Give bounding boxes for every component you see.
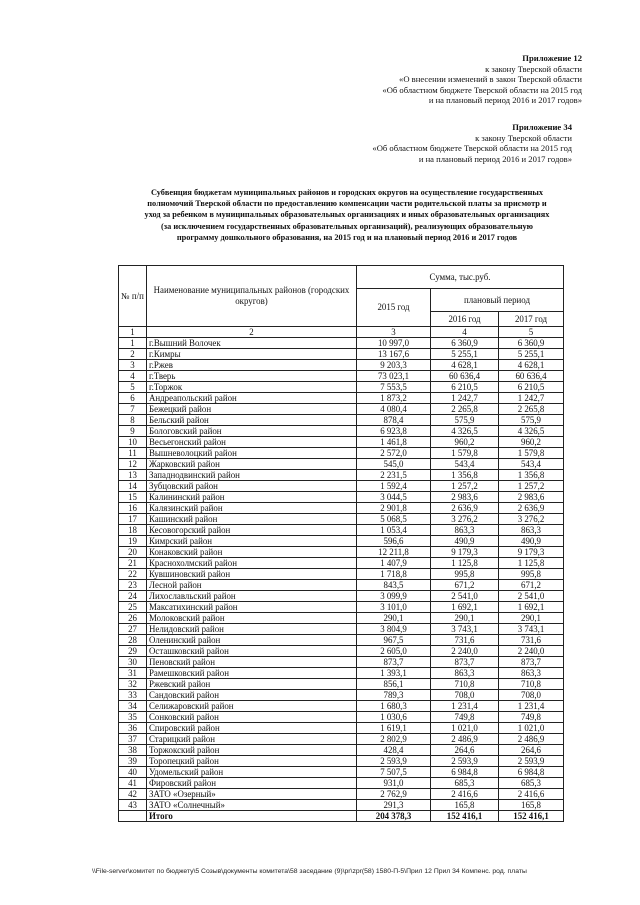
row-2016: 6 360,9 (431, 338, 499, 349)
row-2016: 863,3 (431, 668, 499, 679)
row-num: 15 (119, 492, 147, 503)
row-district: Зубцовский район (147, 481, 357, 492)
row-district: Кесовогорский район (147, 525, 357, 536)
row-2016: 1 356,8 (431, 470, 499, 481)
row-2017: 290,1 (499, 613, 564, 624)
row-2015: 10 997,0 (357, 338, 431, 349)
row-2017: 1 692,1 (499, 602, 564, 613)
row-district: Бельский район (147, 415, 357, 426)
row-2017: 685,3 (499, 778, 564, 789)
row-2017: 9 179,3 (499, 547, 564, 558)
header-num: № п/п (119, 266, 147, 327)
row-2016: 749,8 (431, 712, 499, 723)
row-2017: 2 983,6 (499, 492, 564, 503)
row-2015: 12 211,8 (357, 547, 431, 558)
row-2015: 856,1 (357, 679, 431, 690)
row-2015: 1 619,1 (357, 723, 431, 734)
row-2015: 1 718,8 (357, 569, 431, 580)
row-2015: 1 592,4 (357, 481, 431, 492)
row-num: 24 (119, 591, 147, 602)
row-2015: 2 802,9 (357, 734, 431, 745)
row-2016: 1 242,7 (431, 393, 499, 404)
row-2017: 2 265,8 (499, 404, 564, 415)
row-2017: 60 636,4 (499, 371, 564, 382)
row-district: Торжокский район (147, 745, 357, 756)
row-2017: 863,3 (499, 668, 564, 679)
row-2017: 708,0 (499, 690, 564, 701)
row-district: Торопецкий район (147, 756, 357, 767)
row-district: Сонковский район (147, 712, 357, 723)
table-row (119, 448, 564, 459)
document-title (112, 187, 582, 243)
row-2017: 671,2 (499, 580, 564, 591)
row-2016: 60 636,4 (431, 371, 499, 382)
row-2016: 3 743,1 (431, 624, 499, 635)
table-row (119, 338, 564, 349)
colnum: 3 (357, 327, 431, 338)
row-2016: 708,0 (431, 690, 499, 701)
row-2017: 2 416,6 (499, 789, 564, 800)
row-num: 32 (119, 679, 147, 690)
row-district: Краснохолмский район (147, 558, 357, 569)
row-district: Удомельский район (147, 767, 357, 778)
row-2017: 4 628,1 (499, 360, 564, 371)
table-row (119, 591, 564, 602)
row-2016: 165,8 (431, 800, 499, 811)
row-2017: 6 360,9 (499, 338, 564, 349)
row-2017: 2 636,9 (499, 503, 564, 514)
table-row (119, 437, 564, 448)
row-num: 42 (119, 789, 147, 800)
row-2017: 2 486,9 (499, 734, 564, 745)
row-district: Ржевский район (147, 679, 357, 690)
row-2015: 3 099,9 (357, 591, 431, 602)
row-2017: 1 242,7 (499, 393, 564, 404)
row-num: 21 (119, 558, 147, 569)
row-2015: 13 167,6 (357, 349, 431, 360)
row-2016: 9 179,3 (431, 547, 499, 558)
row-2017: 5 255,1 (499, 349, 564, 360)
row-num: 9 (119, 426, 147, 437)
row-district: Сандовский район (147, 690, 357, 701)
row-district: г.Кимры (147, 349, 357, 360)
title-line: программу дошкольного образования, на 2015 год и на плановый период 2016 и 2017 годов (176, 232, 518, 242)
row-2016: 731,6 (431, 635, 499, 646)
table-row (119, 470, 564, 481)
subvention-table (118, 265, 564, 822)
row-2016: 873,7 (431, 657, 499, 668)
row-num: 38 (119, 745, 147, 756)
header-sum: Сумма, тыс.руб. (357, 266, 564, 289)
row-district: ЗАТО «Солнечный» (147, 800, 357, 811)
row-num: 33 (119, 690, 147, 701)
header-2017: 2017 год (499, 312, 564, 327)
table-row (119, 767, 564, 778)
row-district: Калязинский район (147, 503, 357, 514)
row-num: 25 (119, 602, 147, 613)
table-row (119, 349, 564, 360)
row-2015: 3 804,9 (357, 624, 431, 635)
table-row (119, 800, 564, 811)
row-num: 28 (119, 635, 147, 646)
row-num: 31 (119, 668, 147, 679)
row-num: 43 (119, 800, 147, 811)
row-2015: 2 762,9 (357, 789, 431, 800)
row-num: 30 (119, 657, 147, 668)
row-2017: 863,3 (499, 525, 564, 536)
header-2015: 2015 год (357, 289, 431, 327)
row-2015: 291,3 (357, 800, 431, 811)
row-district: Пеновский район (147, 657, 357, 668)
row-2016: 960,2 (431, 437, 499, 448)
row-2017: 2 593,9 (499, 756, 564, 767)
row-num: 6 (119, 393, 147, 404)
table-row (119, 503, 564, 514)
colnum: 5 (499, 327, 564, 338)
row-2016: 863,3 (431, 525, 499, 536)
row-2016: 4 628,1 (431, 360, 499, 371)
row-2016: 2 486,9 (431, 734, 499, 745)
row-2016: 685,3 (431, 778, 499, 789)
row-2016: 1 579,8 (431, 448, 499, 459)
row-2015: 6 923,8 (357, 426, 431, 437)
table-row (119, 382, 564, 393)
row-2016: 575,9 (431, 415, 499, 426)
row-2015: 878,4 (357, 415, 431, 426)
row-2015: 1 030,6 (357, 712, 431, 723)
row-2015: 789,3 (357, 690, 431, 701)
table-row (119, 426, 564, 437)
table-row (119, 525, 564, 536)
row-2017: 490,9 (499, 536, 564, 547)
row-2016: 2 636,9 (431, 503, 499, 514)
row-2015: 3 101,0 (357, 602, 431, 613)
row-2016: 1 692,1 (431, 602, 499, 613)
row-2015: 1 407,9 (357, 558, 431, 569)
table-row (119, 624, 564, 635)
row-2016: 543,4 (431, 459, 499, 470)
appendix-34-header (372, 122, 572, 164)
row-2016: 710,8 (431, 679, 499, 690)
row-2015: 2 901,8 (357, 503, 431, 514)
row-num: 36 (119, 723, 147, 734)
row-2016: 1 021,0 (431, 723, 499, 734)
row-num: 22 (119, 569, 147, 580)
row-2017: 3 276,2 (499, 514, 564, 525)
row-district: г.Вышний Волочек (147, 338, 357, 349)
row-num: 3 (119, 360, 147, 371)
row-2017: 264,6 (499, 745, 564, 756)
row-num: 7 (119, 404, 147, 415)
row-2016: 2 541,0 (431, 591, 499, 602)
appendix-12-line: «Об областном бюджете Тверской области на 2015 год (382, 84, 582, 95)
appendix-34-line: к закону Тверской области (475, 132, 572, 143)
row-2017: 6 984,8 (499, 767, 564, 778)
table-row (119, 536, 564, 547)
row-num: 1 (119, 338, 147, 349)
table-row (119, 602, 564, 613)
header-2016: 2016 год (431, 312, 499, 327)
row-district: Лесной район (147, 580, 357, 591)
row-2016: 2 265,8 (431, 404, 499, 415)
table-row (119, 613, 564, 624)
row-2016: 995,8 (431, 569, 499, 580)
row-2015: 2 572,0 (357, 448, 431, 459)
row-district: Нелидовский район (147, 624, 357, 635)
table-row (119, 404, 564, 415)
table-row (119, 745, 564, 756)
colnum: 4 (431, 327, 499, 338)
row-district: Западнодвинский район (147, 470, 357, 481)
table-row (119, 635, 564, 646)
row-2015: 4 080,4 (357, 404, 431, 415)
row-2017: 3 743,1 (499, 624, 564, 635)
row-num: 40 (119, 767, 147, 778)
row-2015: 2 593,9 (357, 756, 431, 767)
row-2017: 995,8 (499, 569, 564, 580)
colnum: 2 (147, 327, 357, 338)
table-row (119, 569, 564, 580)
table-row (119, 492, 564, 503)
row-district: Фировский район (147, 778, 357, 789)
row-2015: 7 553,5 (357, 382, 431, 393)
row-num: 35 (119, 712, 147, 723)
table-row (119, 459, 564, 470)
colnum: 1 (119, 327, 147, 338)
total-empty (119, 811, 147, 822)
row-num: 12 (119, 459, 147, 470)
row-district: Лихославльский район (147, 591, 357, 602)
row-2016: 3 276,2 (431, 514, 499, 525)
total-2015: 204 378,3 (357, 811, 431, 822)
title-line: (за исключением государственных образовательных организаций), реализующих образовательную (161, 221, 533, 231)
appendix-34-title: Приложение 34 (512, 122, 572, 132)
row-district: Селижаровский район (147, 701, 357, 712)
file-path-footer: \\File-server\комитет по бюджету\5 Созыв\документы комитета\58 заседание (9)\pr\zpr(58) 1580-П-5\Прил 12 Прил 34 Компенс. род. платы (92, 868, 527, 875)
appendix-12-header (382, 53, 582, 106)
row-2015: 2 605,0 (357, 646, 431, 657)
row-2017: 2 541,0 (499, 591, 564, 602)
row-2016: 2 416,6 (431, 789, 499, 800)
row-2017: 1 356,8 (499, 470, 564, 481)
row-2015: 1 461,8 (357, 437, 431, 448)
row-2015: 290,1 (357, 613, 431, 624)
row-2016: 6 210,5 (431, 382, 499, 393)
row-2017: 710,8 (499, 679, 564, 690)
row-district: Оленинский район (147, 635, 357, 646)
row-2015: 7 507,5 (357, 767, 431, 778)
table-row (119, 679, 564, 690)
total-2017: 152 416,1 (499, 811, 564, 822)
row-2016: 6 984,8 (431, 767, 499, 778)
table-row (119, 778, 564, 789)
table-row (119, 558, 564, 569)
row-2017: 575,9 (499, 415, 564, 426)
row-district: Рамешковский район (147, 668, 357, 679)
row-district: г.Ржев (147, 360, 357, 371)
row-district: Жарковский район (147, 459, 357, 470)
row-2017: 165,8 (499, 800, 564, 811)
table-row (119, 415, 564, 426)
total-2016: 152 416,1 (431, 811, 499, 822)
row-district: Кимрский район (147, 536, 357, 547)
row-district: Калининский район (147, 492, 357, 503)
table-row (119, 668, 564, 679)
row-num: 17 (119, 514, 147, 525)
row-2017: 543,4 (499, 459, 564, 470)
row-district: Конаковский район (147, 547, 357, 558)
table-row (119, 580, 564, 591)
table-row (119, 657, 564, 668)
row-num: 20 (119, 547, 147, 558)
appendix-12-line: и на плановый период 2016 и 2017 годов» (428, 95, 582, 106)
row-district: Максатихинский район (147, 602, 357, 613)
total-label: Итого (147, 811, 357, 822)
row-2017: 2 240,0 (499, 646, 564, 657)
row-district: Кувшиновский район (147, 569, 357, 580)
row-2016: 490,9 (431, 536, 499, 547)
row-2017: 4 326,5 (499, 426, 564, 437)
row-num: 23 (119, 580, 147, 591)
row-2016: 4 326,5 (431, 426, 499, 437)
row-2016: 1 125,8 (431, 558, 499, 569)
row-num: 29 (119, 646, 147, 657)
row-2015: 931,0 (357, 778, 431, 789)
row-2015: 596,6 (357, 536, 431, 547)
row-2016: 1 257,2 (431, 481, 499, 492)
table-row (119, 646, 564, 657)
row-2017: 731,6 (499, 635, 564, 646)
row-2016: 1 231,4 (431, 701, 499, 712)
table-row (119, 756, 564, 767)
header-name: Наименование муниципальных районов (городских округов) (147, 266, 357, 327)
row-district: Андреапольский район (147, 393, 357, 404)
row-num: 2 (119, 349, 147, 360)
row-2015: 428,4 (357, 745, 431, 756)
row-2017: 960,2 (499, 437, 564, 448)
row-2017: 749,8 (499, 712, 564, 723)
table-row (119, 514, 564, 525)
row-2015: 1 053,4 (357, 525, 431, 536)
table-body (119, 338, 564, 822)
total-row (119, 811, 564, 822)
row-2015: 1 873,2 (357, 393, 431, 404)
row-2015: 3 044,5 (357, 492, 431, 503)
row-2015: 73 023,1 (357, 371, 431, 382)
row-2015: 967,5 (357, 635, 431, 646)
row-2017: 873,7 (499, 657, 564, 668)
row-district: Вышневолоцкий район (147, 448, 357, 459)
row-num: 39 (119, 756, 147, 767)
row-num: 4 (119, 371, 147, 382)
row-2015: 5 068,5 (357, 514, 431, 525)
title-line: Субвенция бюджетам муниципальных районов и городских округов на осуществление государственных (150, 188, 544, 197)
row-num: 8 (119, 415, 147, 426)
table-row (119, 723, 564, 734)
row-num: 26 (119, 613, 147, 624)
row-district: Старицкий район (147, 734, 357, 745)
row-2016: 2 240,0 (431, 646, 499, 657)
row-2017: 1 231,4 (499, 701, 564, 712)
row-2015: 545,0 (357, 459, 431, 470)
row-num: 13 (119, 470, 147, 481)
row-num: 5 (119, 382, 147, 393)
row-num: 16 (119, 503, 147, 514)
row-district: Молоковский район (147, 613, 357, 624)
row-district: Бежецкий район (147, 404, 357, 415)
row-district: г.Торжок (147, 382, 357, 393)
row-2016: 2 983,6 (431, 492, 499, 503)
row-2017: 1 257,2 (499, 481, 564, 492)
title-line: полномочий Тверской области по предоставлению компенсации части родительской платы за присмотр и (147, 199, 547, 209)
appendix-34-line: и на плановый период 2016 и 2017 годов» (418, 153, 572, 164)
title-line: уход за ребенком в муниципальных образовательных организациях и иных образовательных организациях (144, 210, 550, 220)
row-district: г.Тверь (147, 371, 357, 382)
row-district: Весьегонский район (147, 437, 357, 448)
row-2015: 1 680,3 (357, 701, 431, 712)
row-district: Спировский район (147, 723, 357, 734)
row-2016: 5 255,1 (431, 349, 499, 360)
row-2016: 290,1 (431, 613, 499, 624)
table-row (119, 371, 564, 382)
header-plan: плановый период (431, 289, 564, 312)
row-2017: 1 021,0 (499, 723, 564, 734)
row-2016: 2 593,9 (431, 756, 499, 767)
table-row (119, 789, 564, 800)
row-num: 34 (119, 701, 147, 712)
row-num: 37 (119, 734, 147, 745)
row-num: 41 (119, 778, 147, 789)
table-row (119, 481, 564, 492)
table-row (119, 360, 564, 371)
row-2015: 1 393,1 (357, 668, 431, 679)
row-2015: 9 203,3 (357, 360, 431, 371)
table-row (119, 701, 564, 712)
row-district: Осташковский район (147, 646, 357, 657)
row-district: Кашинский район (147, 514, 357, 525)
table-row (119, 393, 564, 404)
table-row (119, 547, 564, 558)
row-2016: 671,2 (431, 580, 499, 591)
row-district: ЗАТО «Озерный» (147, 789, 357, 800)
appendix-12-line: «О внесении изменений в закон Тверской области (399, 74, 582, 85)
row-district: Бологовский район (147, 426, 357, 437)
row-2015: 2 231,5 (357, 470, 431, 481)
row-2016: 264,6 (431, 745, 499, 756)
row-num: 11 (119, 448, 147, 459)
row-num: 27 (119, 624, 147, 635)
table-row (119, 712, 564, 723)
table-row (119, 734, 564, 745)
table-row (119, 690, 564, 701)
row-num: 14 (119, 481, 147, 492)
row-num: 18 (119, 525, 147, 536)
row-2017: 1 579,8 (499, 448, 564, 459)
row-num: 19 (119, 536, 147, 547)
appendix-34-line: «Об областном бюджете Тверской области на 2015 год (372, 143, 572, 154)
appendix-12-line: к закону Тверской области (485, 63, 582, 74)
row-num: 10 (119, 437, 147, 448)
row-2015: 843,5 (357, 580, 431, 591)
row-2017: 1 125,8 (499, 558, 564, 569)
appendix-12-title: Приложение 12 (522, 53, 582, 63)
row-2017: 6 210,5 (499, 382, 564, 393)
row-2015: 873,7 (357, 657, 431, 668)
